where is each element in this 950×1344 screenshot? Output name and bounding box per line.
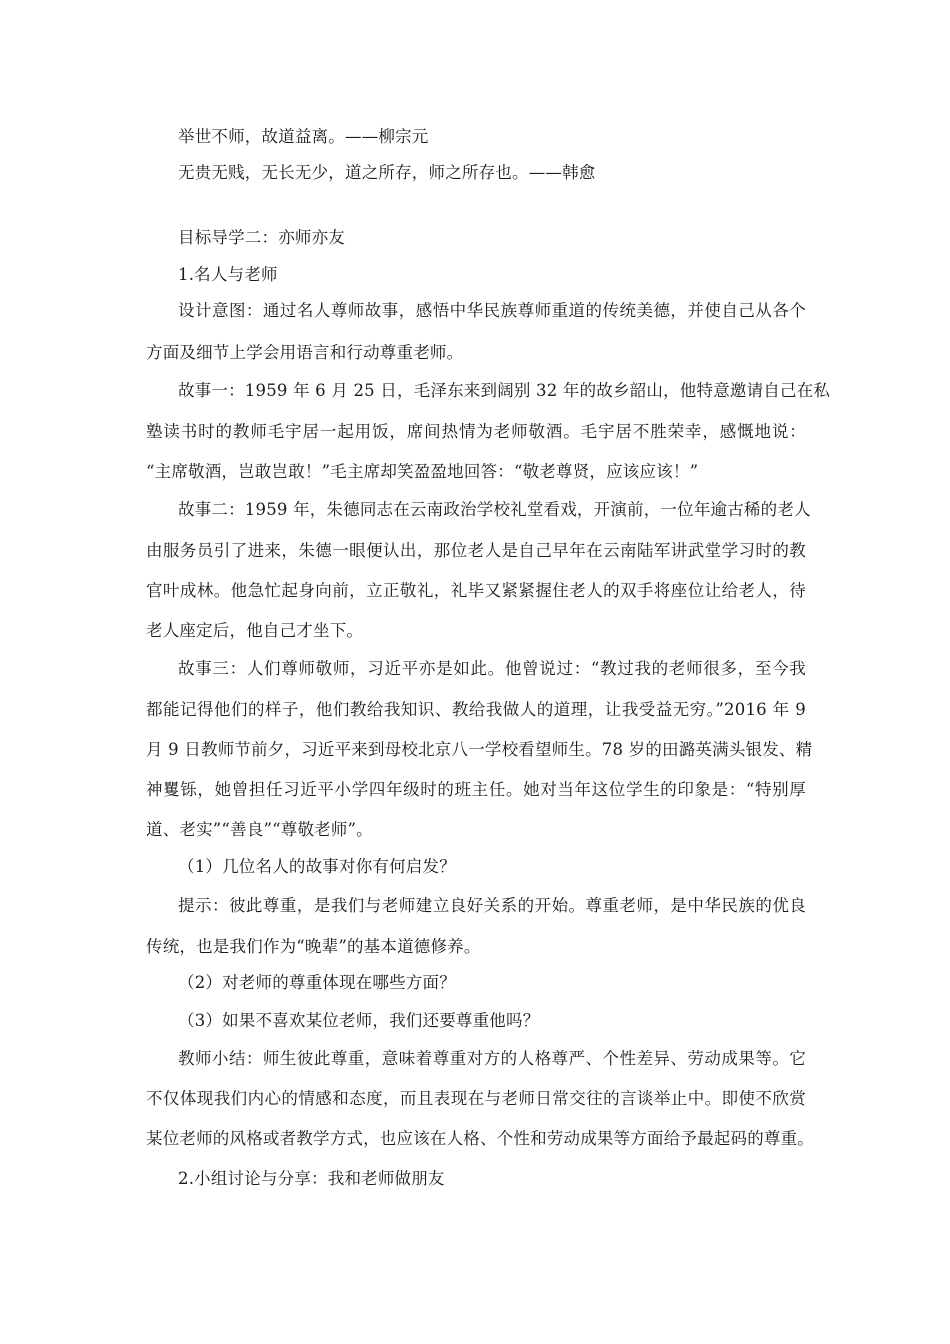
item1-title: 1.名人与老师 (178, 265, 278, 284)
story3-line-1: 故事三：人们尊师敬师，习近平亦是如此。他曾说过：“教过我的老师很多，至今我 (178, 659, 806, 678)
story2-line-4: 老人座定后，他自己才坐下。 (146, 621, 364, 640)
story3-line-4: 神矍铄，她曾担任习近平小学四年级时的班主任。她对当年这位学生的印象是：“特别厚 (146, 780, 806, 799)
design-intent-line-1: 设计意图：通过名人尊师故事，感悟中华民族尊师重道的传统美德，并使自己从各个 (178, 301, 806, 320)
quote-han-yu: 无贵无贱，无长无少，道之所存，师之所存也。——韩愈 (178, 163, 596, 182)
story2-line-3: 官叶成林。他急忙起身向前，立正敬礼，礼毕又紧紧握住老人的双手将座位让给老人，待 (146, 581, 806, 600)
story3-line-2: 都能记得他们的样子，他们教给我知识、教给我做人的道理，让我受益无穷。”2016 年 9 (146, 700, 806, 719)
story1-line-2: 塾读书时的教师毛宇居一起用饭，席间热情为老师敬酒。毛宇居不胜荣幸，感慨地说： (146, 422, 806, 441)
question-2: （2）对老师的尊重体现在哪些方面？ (178, 973, 456, 992)
question-3: （3）如果不喜欢某位老师，我们还要尊重他吗？ (178, 1011, 540, 1030)
summary-line-3: 某位老师的风格或者教学方式，也应该在人格、个性和劳动成果等方面给予最起码的尊重。 (146, 1129, 814, 1148)
story1-line-1: 故事一：1959 年 6 月 25 日，毛泽东来到阔别 32 年的故乡韶山，他特意邀请自己在私 (178, 381, 831, 400)
story3-line-3: 月 9 日教师节前夕，习近平来到母校北京八一学校看望师生。78 岁的田潞英满头银发、精 (146, 740, 813, 759)
hint-line-1: 提示：彼此尊重，是我们与老师建立良好关系的开始。尊重老师，是中华民族的优良 (178, 896, 806, 915)
question-1: （1）几位名人的故事对你有何启发？ (178, 857, 456, 876)
story3-line-5: 道、老实”“善良”“尊敬老师”。 (146, 820, 373, 839)
story2-line-1: 故事二：1959 年，朱德同志在云南政治学校礼堂看戏，开演前，一位年逾古稀的老人 (178, 500, 811, 519)
story1-line-3: “主席敬酒，岂敢岂敢！”毛主席却笑盈盈地回答：“敬老尊贤，应该应该！” (146, 462, 699, 481)
summary-line-1: 教师小结：师生彼此尊重，意味着尊重对方的人格尊严、个性差异、劳动成果等。它 (178, 1049, 806, 1068)
design-intent-line-2: 方面及细节上学会用语言和行动尊重老师。 (146, 343, 464, 362)
item2-title: 2.小组讨论与分享：我和老师做朋友 (178, 1169, 445, 1188)
story2-line-2: 由服务员引了进来，朱德一眼便认出，那位老人是自己早年在云南陆军讲武堂学习时的教 (146, 541, 806, 560)
summary-line-2: 不仅体现我们内心的情感和态度，而且表现在与老师日常交往的言谈举止中。即使不欣赏 (146, 1089, 806, 1108)
quote-liu-zongyuan: 举世不师，故道益离。——柳宗元 (178, 127, 429, 146)
hint-line-2: 传统，也是我们作为“晚辈”的基本道德修养。 (146, 937, 481, 956)
section-heading: 目标导学二：亦师亦友 (178, 228, 345, 247)
